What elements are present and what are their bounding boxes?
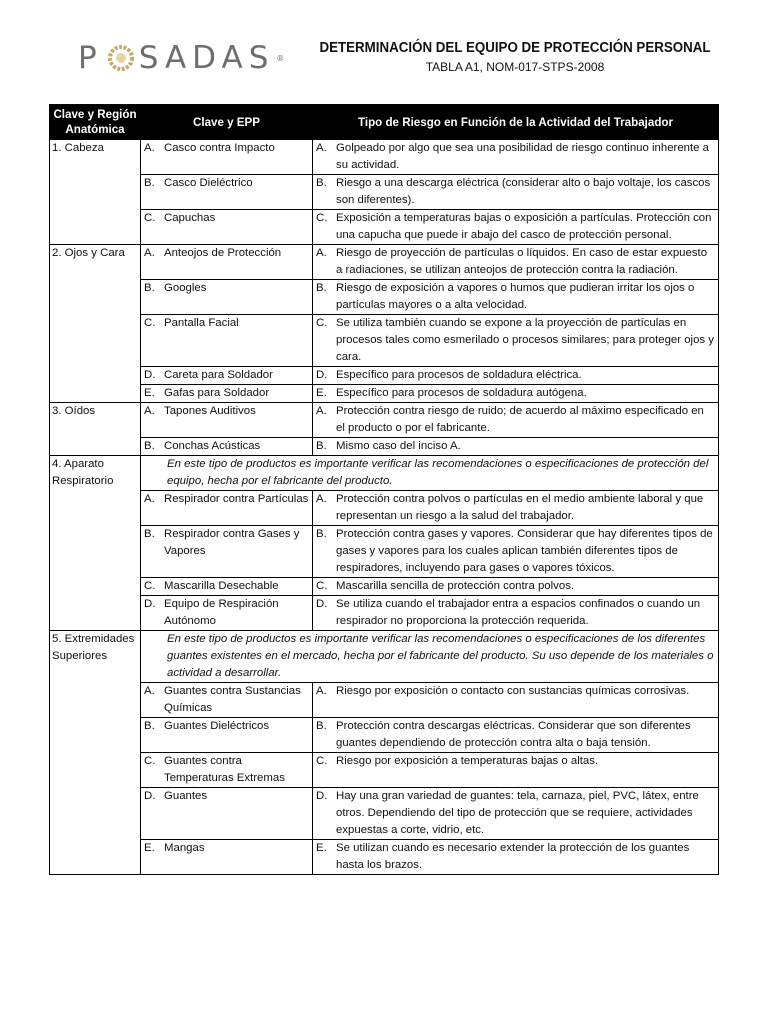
risk-text: Protección contra polvos o partículas en el medio ambiente laboral y que representan un riesgo a la salud del trabajador. <box>336 493 704 522</box>
epp-name: Careta para Soldador <box>164 369 273 381</box>
item-letter: E. <box>316 387 327 399</box>
risk-text: Protección contra gases y vapores. Considerar que hay diferentes tipos de gases y vapores para los cuales aplican también diferentes tipos de respiradores, incluyendo para gases o vapores tóxicos. <box>336 528 713 574</box>
epp-cell <box>141 788 313 840</box>
epp-name: Mascarilla Desechable <box>164 580 279 592</box>
risk-cell <box>313 718 719 753</box>
section-note: En este tipo de productos es importante verificar las recomendaciones o especificaciones de protección del equipo, hecha por el fabricante del producto. <box>141 456 719 491</box>
table-row <box>50 840 719 875</box>
item-letter: B. <box>316 720 327 732</box>
item-letter: B. <box>144 720 155 732</box>
item-letter: C. <box>316 212 328 224</box>
epp-name: Tapones Auditivos <box>164 405 256 417</box>
epp-cell <box>141 210 313 245</box>
header-risk: Tipo de Riesgo en Función de la Actividad del Trabajador <box>313 105 719 140</box>
item-letter: C. <box>144 317 156 329</box>
risk-text: Riesgo por exposición o contacto con sustancias químicas corrosivas. <box>336 685 690 697</box>
item-letter: C. <box>144 580 156 592</box>
epp-cell <box>141 385 313 403</box>
table-row <box>50 526 719 578</box>
table-row <box>50 385 719 403</box>
table-row <box>50 683 719 718</box>
item-letter: A. <box>316 142 327 154</box>
epp-cell <box>141 315 313 367</box>
item-letter: A. <box>144 247 155 259</box>
item-letter: B. <box>144 282 155 294</box>
section-note: En este tipo de productos es importante verificar las recomendaciones o especificaciones de los diferentes guantes existentes en el mercado, hecha por el fabricante del producto. Su uso depende de los materiales o actividad a desarrollar. <box>141 631 719 683</box>
risk-cell <box>313 753 719 788</box>
item-letter: A. <box>316 405 327 417</box>
table-row <box>50 718 719 753</box>
epp-cell <box>141 403 313 438</box>
note-row <box>50 456 719 491</box>
table-row <box>50 491 719 526</box>
item-letter: A. <box>144 685 155 697</box>
document-title: DETERMINACIÓN DEL EQUIPO DE PROTECCIÓN PERSONAL <box>319 40 711 56</box>
item-letter: C. <box>144 755 156 767</box>
item-letter: D. <box>144 790 156 802</box>
epp-name: Guantes contra Temperaturas Extremas <box>164 755 285 784</box>
document-subtitle: TABLA A1, NOM-017-STPS-2008 <box>425 60 605 74</box>
item-letter: B. <box>144 528 155 540</box>
item-letter: E. <box>144 387 155 399</box>
risk-text: Exposición a temperaturas bajas o exposición a partículas. Protección con una capucha que puede ir abajo del casco de protección personal. <box>336 212 712 241</box>
risk-text: Protección contra riesgo de ruido; de acuerdo al máximo especificado en el producto o por el fabricante. <box>336 405 704 434</box>
epp-cell <box>141 578 313 596</box>
risk-text: Golpeado por algo que sea una posibilidad de riesgo continuo inherente a su actividad. <box>336 142 710 171</box>
risk-cell <box>313 840 719 875</box>
logo-text: P <box>78 40 103 76</box>
epp-name: Gafas para Soldador <box>164 387 270 399</box>
item-letter: A. <box>316 493 327 505</box>
epp-cell <box>141 683 313 718</box>
risk-cell <box>313 315 719 367</box>
item-letter: A. <box>316 247 327 259</box>
item-letter: D. <box>144 369 156 381</box>
epp-cell <box>141 718 313 753</box>
epp-name: Guantes Dieléctricos <box>164 720 270 732</box>
risk-cell <box>313 578 719 596</box>
epp-table <box>49 104 719 875</box>
risk-cell <box>313 175 719 210</box>
item-letter: B. <box>144 440 155 452</box>
logo-o-emblem <box>107 44 135 72</box>
table-row <box>50 788 719 840</box>
risk-cell <box>313 280 719 315</box>
epp-name: Mangas <box>164 842 205 854</box>
item-letter: D. <box>316 369 328 381</box>
epp-name: Respirador contra Gases y Vapores <box>164 528 300 557</box>
risk-cell <box>313 596 719 631</box>
risk-text: Riesgo de proyección de partículas o líquidos. En caso de estar expuesto a radiaciones, se utilizan anteojos de protección contra la radiación. <box>336 247 708 276</box>
risk-cell <box>313 385 719 403</box>
risk-cell <box>313 683 719 718</box>
epp-cell <box>141 596 313 631</box>
item-letter: B. <box>316 282 327 294</box>
item-letter: B. <box>316 177 327 189</box>
epp-cell <box>141 840 313 875</box>
posadas-logo <box>78 40 284 76</box>
epp-name: Anteojos de Protección <box>164 247 282 259</box>
risk-cell <box>313 491 719 526</box>
logo-text-rest: SADAS <box>138 40 275 76</box>
epp-name: Pantalla Facial <box>164 317 239 329</box>
item-letter: D. <box>316 598 328 610</box>
risk-cell <box>313 788 719 840</box>
table-row <box>50 140 719 175</box>
region-cell: 5. Extremidades Superiores <box>50 631 141 875</box>
epp-cell <box>141 367 313 385</box>
region-cell: 3. Oídos <box>50 403 141 456</box>
item-letter: E. <box>316 842 327 854</box>
epp-name: Casco contra Impacto <box>164 142 275 154</box>
epp-cell <box>141 140 313 175</box>
table-row <box>50 438 719 456</box>
table-header-row <box>50 105 719 140</box>
region-cell: 1. Cabeza <box>50 140 141 245</box>
risk-text: Riesgo de exposición a vapores o humos que pudieran irritar los ojos o partículas mayores o a alta velocidad. <box>336 282 695 311</box>
risk-text: Se utiliza cuando el trabajador entra a espacios confinados o cuando un respirador no proporciona la protección requerida. <box>336 598 701 627</box>
table-row <box>50 367 719 385</box>
epp-name: Guantes <box>164 790 208 802</box>
item-letter: C. <box>144 212 156 224</box>
item-letter: C. <box>316 317 328 329</box>
item-letter: A. <box>144 142 155 154</box>
logo-mark: ® <box>276 53 285 63</box>
header-region: Clave y Región Anatómica <box>50 105 141 140</box>
table-row <box>50 175 719 210</box>
table-row <box>50 315 719 367</box>
epp-cell <box>141 526 313 578</box>
table-row <box>50 210 719 245</box>
risk-text: Protección contra descargas eléctricas. Considerar que son diferentes guantes dependiendo de protección contra alta o baja tensión. <box>336 720 691 749</box>
risk-text: Riesgo a una descarga eléctrica (considerar alto o bajo voltaje, los cascos son diferentes). <box>336 177 711 206</box>
table-row <box>50 753 719 788</box>
item-letter: C. <box>316 580 328 592</box>
epp-name: Googles <box>164 282 207 294</box>
epp-name: Respirador contra Partículas <box>164 493 309 505</box>
note-row <box>50 631 719 683</box>
risk-text: Hay una gran variedad de guantes: tela, carnaza, piel, PVC, látex, entre otros. Dependiendo del tipo de protección que se requiere, actividades expuestas a corte, vidrio, etc. <box>336 790 699 836</box>
epp-cell <box>141 491 313 526</box>
item-letter: C. <box>316 755 328 767</box>
epp-name: Conchas Acústicas <box>164 440 261 452</box>
item-letter: A. <box>144 493 155 505</box>
header-epp: Clave y EPP <box>141 105 313 140</box>
risk-cell <box>313 245 719 280</box>
epp-cell <box>141 438 313 456</box>
risk-text: Mismo caso del inciso A. <box>336 440 461 452</box>
risk-text: Mascarilla sencilla de protección contra polvos. <box>336 580 575 592</box>
item-letter: D. <box>316 790 328 802</box>
table-row <box>50 280 719 315</box>
risk-text: Específico para procesos de soldadura autógena. <box>336 387 587 399</box>
item-letter: B. <box>316 440 327 452</box>
risk-cell <box>313 526 719 578</box>
item-letter: A. <box>144 405 155 417</box>
risk-text: Se utilizan cuando es necesario extender la protección de los guantes hasta los brazos. <box>336 842 690 871</box>
epp-name: Equipo de Respiración Autónomo <box>164 598 279 627</box>
item-letter: E. <box>144 842 155 854</box>
epp-cell <box>141 245 313 280</box>
item-letter: D. <box>144 598 156 610</box>
item-letter: B. <box>316 528 327 540</box>
risk-cell <box>313 140 719 175</box>
risk-text: Riesgo por exposición a temperaturas bajas o altas. <box>336 755 599 767</box>
item-letter: A. <box>316 685 327 697</box>
epp-cell <box>141 280 313 315</box>
region-cell: 2. Ojos y Cara <box>50 245 141 403</box>
item-letter: B. <box>144 177 155 189</box>
epp-name: Casco Dieléctrico <box>164 177 253 189</box>
table-row <box>50 578 719 596</box>
table-row <box>50 403 719 438</box>
table-row <box>50 245 719 280</box>
risk-cell <box>313 403 719 438</box>
epp-name: Capuchas <box>164 212 216 224</box>
risk-cell <box>313 210 719 245</box>
risk-cell <box>313 367 719 385</box>
risk-cell <box>313 438 719 456</box>
epp-cell <box>141 175 313 210</box>
region-cell: 4. Aparato Respiratorio <box>50 456 141 631</box>
risk-text: Se utiliza también cuando se expone a la proyección de partículas en procesos tales como esmerilado o procesos similares; para proteger ojos y cara. <box>336 317 714 363</box>
epp-cell <box>141 753 313 788</box>
risk-text: Específico para procesos de soldadura eléctrica. <box>336 369 582 381</box>
epp-name: Guantes contra Sustancias Químicas <box>164 685 301 714</box>
table-row <box>50 596 719 631</box>
